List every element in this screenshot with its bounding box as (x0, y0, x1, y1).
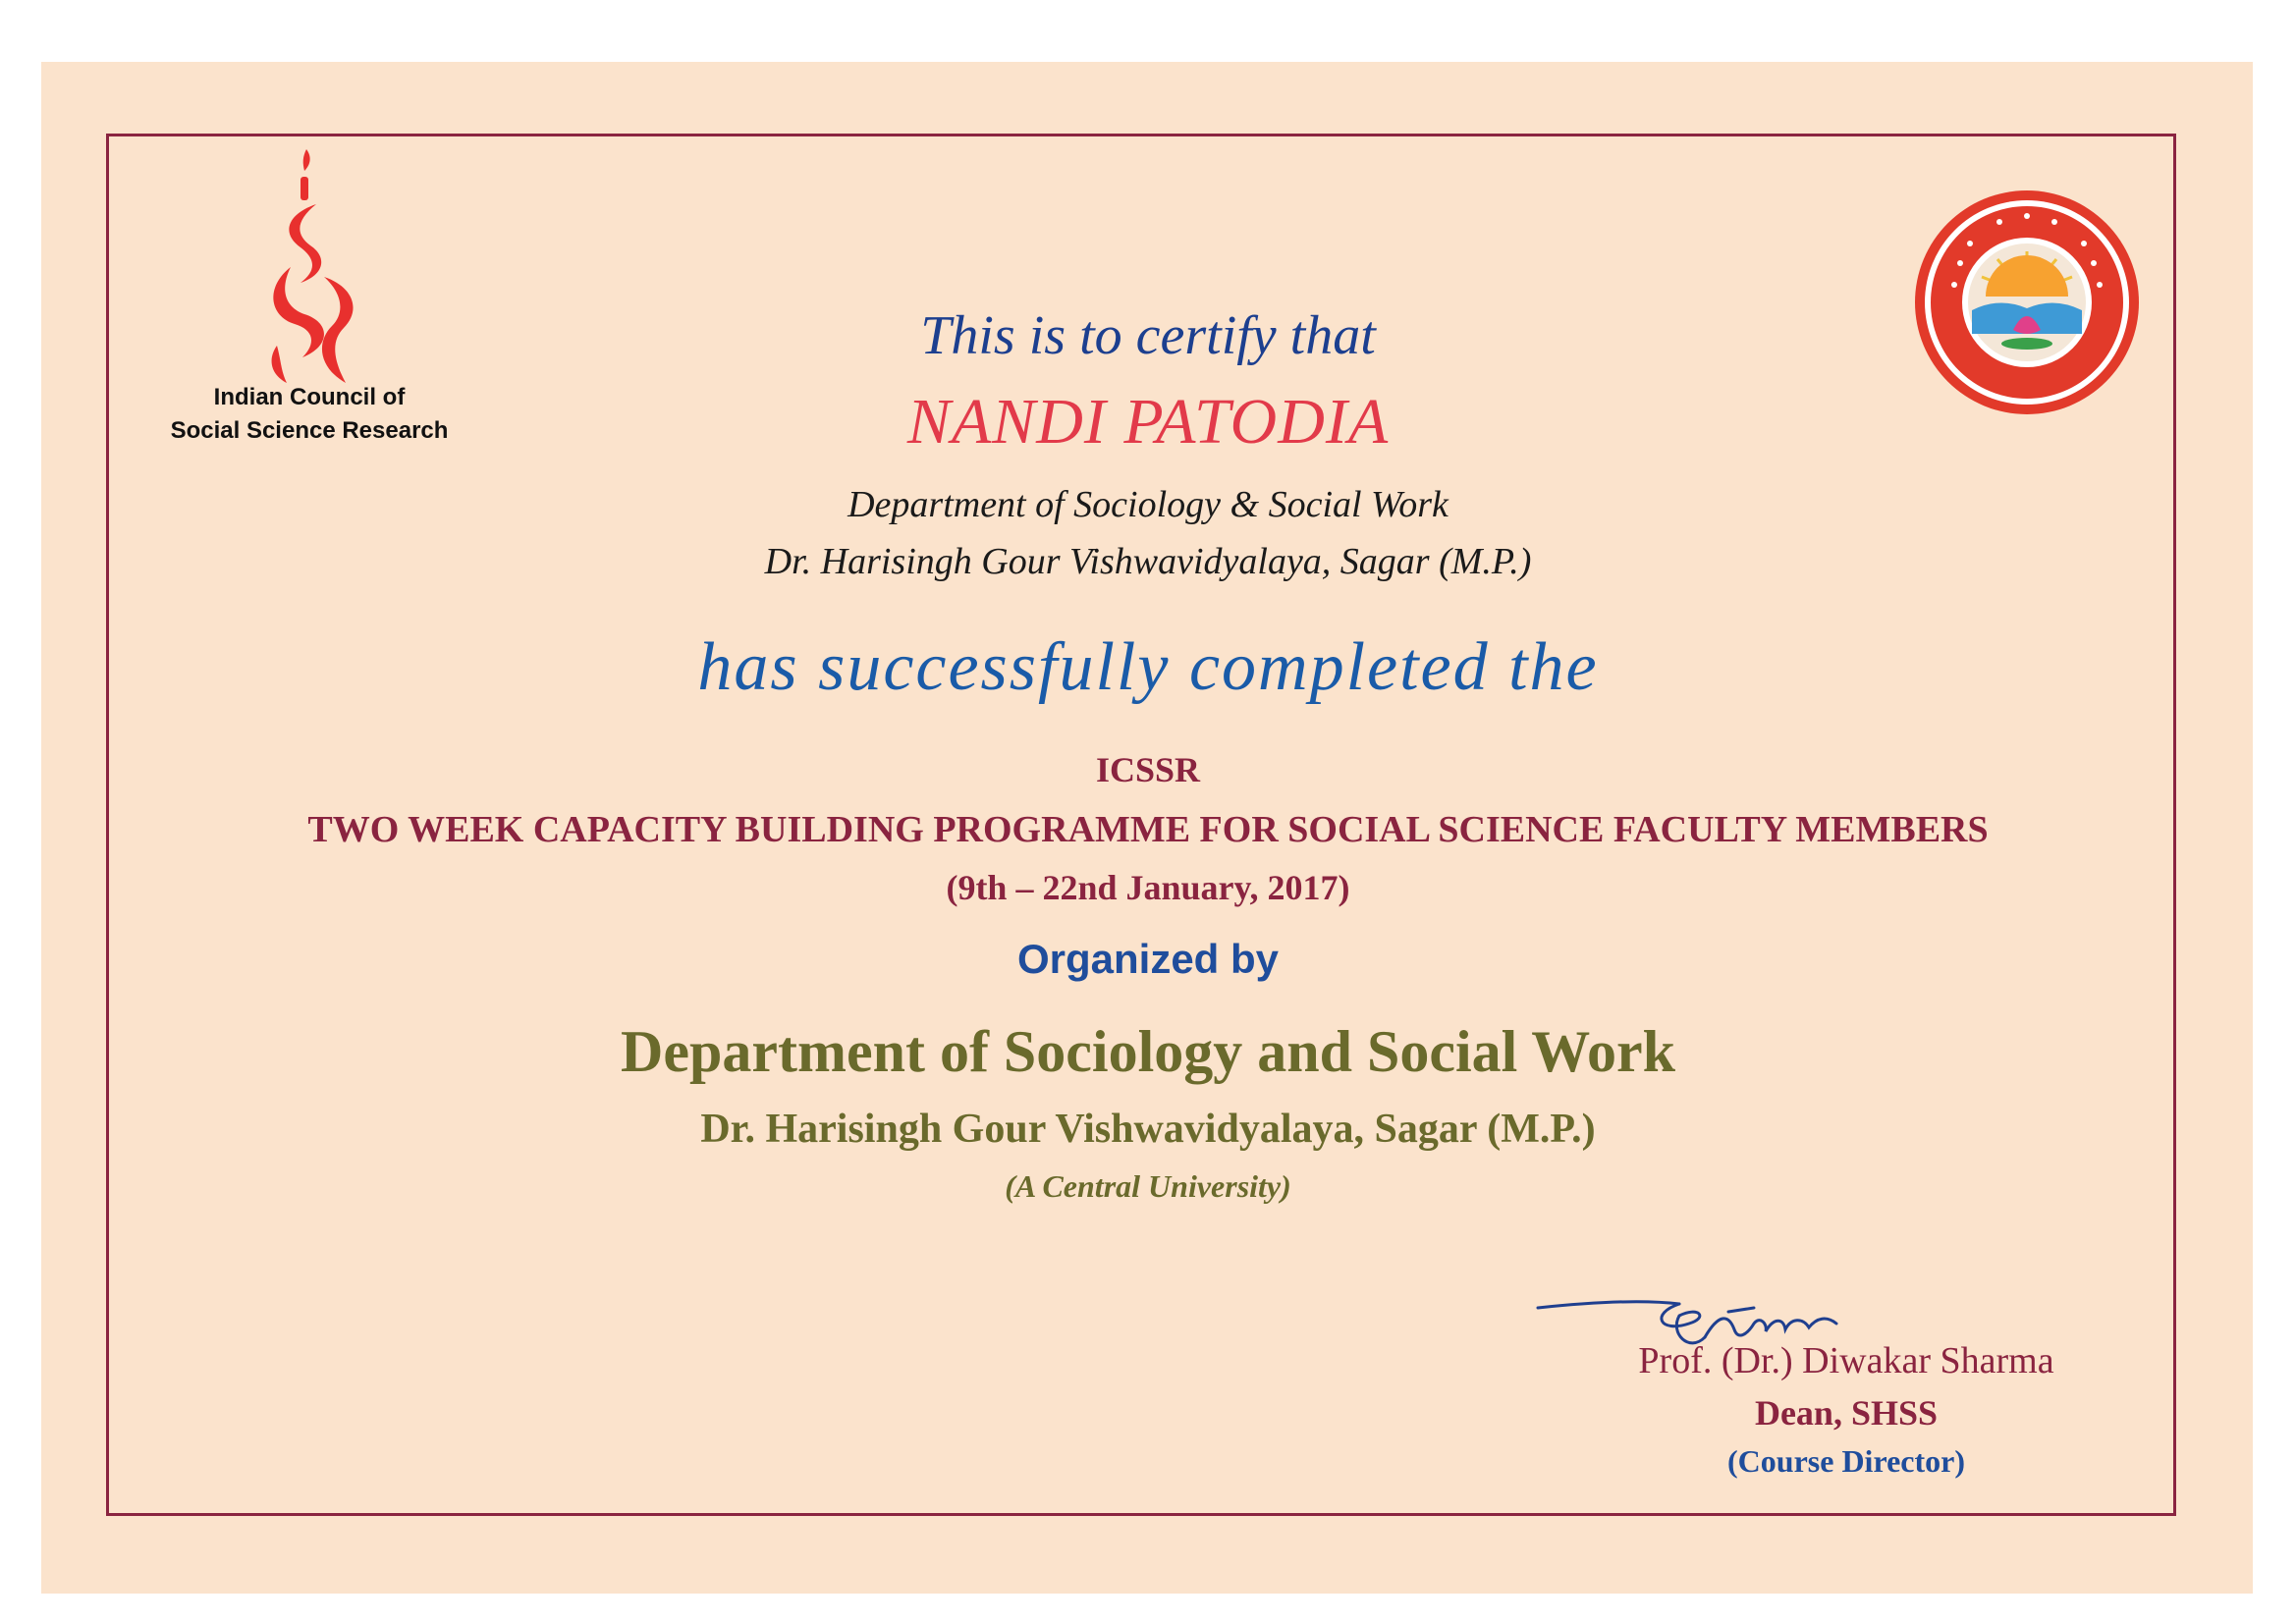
programme-title: TWO WEEK CAPACITY BUILDING PROGRAMME FOR SOCIAL SCIENCE FACULTY MEMBERS (307, 809, 1989, 850)
logo-org-line2: Social Science Research (170, 417, 449, 444)
recipient-department: Department of Sociology & Social Work (847, 484, 1449, 525)
organized-by-label: Organized by (1016, 936, 1280, 982)
university-seal-icon (1911, 187, 2143, 418)
programme-org: ICSSR (1095, 750, 1201, 789)
recipient-name: NANDI PATODIA (906, 386, 1390, 458)
organizer-type: (A Central University) (1005, 1168, 1291, 1204)
logo-org-line1: Indian Council of (213, 384, 406, 410)
recipient-university: Dr. Harisingh Gour Vishwavidyalaya, Sagar (M.P.) (764, 541, 1532, 582)
signatory-title: Dean, SHSS (1754, 1393, 1939, 1433)
signatory-name: Prof. (Dr.) Diwakar Sharma (1638, 1340, 2054, 1381)
programme-dates: (9th – 22nd January, 2017) (946, 868, 1350, 907)
organizer-department: Department of Sociology and Social Work (621, 1019, 1675, 1084)
completion-phrase: has successfully completed the (697, 629, 1599, 705)
signatory-role: (Course Director) (1727, 1443, 1965, 1479)
certify-heading: This is to certify that (920, 305, 1376, 366)
organizer-university: Dr. Harisingh Gour Vishwavidyalaya, Sagar (M.P.) (700, 1107, 1596, 1152)
